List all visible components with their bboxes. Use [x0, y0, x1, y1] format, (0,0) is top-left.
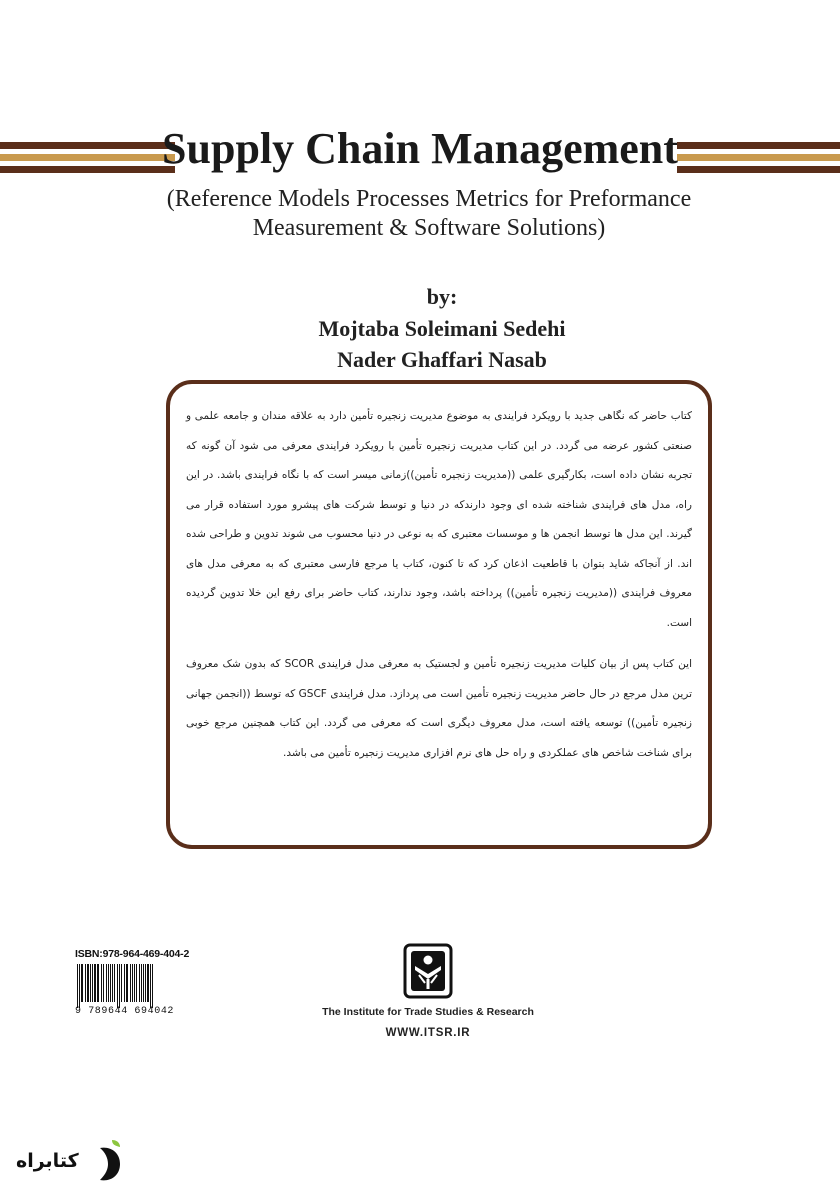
by-label: by:: [426, 284, 458, 309]
subtitle-line-1: (Reference Models Processes Metrics for Preformance: [166, 186, 692, 212]
barcode-bar: [134, 964, 135, 1002]
barcode-bar: [81, 964, 83, 1002]
ketabrah-brand: [14, 1138, 124, 1186]
description-paragraph: کتاب حاضر که نگاهی جدید با رویکرد فرایندی به موضوع مدیریت زنجیره تأمین دارد به علاقه مندان و جامعه علمی و صنعتی کشور عرضه می گردد. در این کتاب مدیریت زنجیره تأمین با رویکرد فرایندی معرفی می شود آن گونه که تجربه نشان داده است، بکارگیری علمی ((مدیریت زنجیره تأمین))زمانی میسر است که با نگاه فرایندی باشد. در این راه، مدل های فرایندی شناخته شده ای وجود دارندکه در دنیا و توسط شرکت های پیشرو مورد استفاده قرار می گیرند. این مدل ها توسط انجمن ها و موسسات معتبری که به نوعی در دنیا محسوب می شوند تدوین و طراحی شده اند. از آنجاکه شاید بتوان با قاطعیت اذعان کرد که تا کنون، کتاب یا مرجع فارسی معتبری که به معرفی مدل های معروف فرایندی ((مدیریت زنجیره تأمین)) پرداخته باشد، وجود ندارند، کتاب حاضر برای رفع این خلا تدوین گردیده است.: [186, 410, 692, 629]
barcode-bar: [117, 964, 118, 1008]
barcode-bar: [92, 964, 93, 1002]
barcode-bar: [77, 964, 78, 1008]
barcode-bar: [87, 964, 89, 1002]
barcode-bar: [121, 964, 122, 1002]
barcode-bar: [97, 964, 99, 1002]
barcode-bar: [79, 964, 80, 1008]
barcode-bar: [152, 964, 153, 1008]
barcode-bar: [112, 964, 113, 1002]
publisher-name: The Institute for Trade Studies & Research: [322, 1006, 534, 1018]
barcode-bar: [132, 964, 133, 1002]
barcode-bar: [85, 964, 86, 1002]
ketabrah-logo-icon: [90, 1138, 124, 1184]
description-text: [186, 402, 692, 768]
subtitle-line-2: Measurement & Software Solutions): [252, 215, 606, 241]
barcode-bar: [150, 964, 151, 1008]
barcode-bar: [139, 964, 140, 1002]
barcode-bar: [110, 964, 111, 1002]
barcode-bar: [114, 964, 115, 1002]
book-subtitle: [0, 185, 840, 243]
barcode-bar: [94, 964, 96, 1002]
barcode-bar: [126, 964, 128, 1002]
barcode-bar: [147, 964, 149, 1002]
barcode-bar: [145, 964, 146, 1002]
itsr-emblem-icon: [403, 943, 453, 999]
isbn-label: ISBN:978-964-469-404-2: [75, 948, 190, 960]
barcode-bar: [108, 964, 109, 1002]
author-name: Mojtaba Soleimani Sedehi: [318, 316, 566, 341]
barcode-bar: [143, 964, 144, 1002]
barcode-bar: [124, 964, 125, 1002]
barcode-bar: [101, 964, 102, 1002]
barcode-bar: [141, 964, 142, 1002]
barcode-digits: 9 789644 694042: [75, 1006, 175, 1017]
brand-text: کتابراه: [16, 1150, 79, 1172]
barcode-bar: [136, 964, 137, 1002]
book-title: Supply Chain Management: [162, 124, 678, 173]
barcode-bar: [103, 964, 104, 1002]
author-name: Nader Ghaffari Nasab: [337, 347, 547, 372]
description-box: [166, 380, 712, 849]
publisher-website: WWW.ITSR.IR: [385, 1027, 471, 1039]
barcode-bar: [119, 964, 120, 1008]
description-paragraph: این کتاب پس از بیان کلیات مدیریت زنجیره تأمین و لجستیک به معرفی مدل فرایندی SCOR که بدون شک معروف ترین مدل مرجع در حال حاضر مدیریت زنجیره تأمین است می پردازد. مدل فرایندی GSCF که توسط ((انجمن جهانی زنجیره تأمین)) توسعه یافته است، مدل معروف دیگری است که معرفی می گردد. این کتاب همچنین مرجع خوبی برای شناخت شاخص های عملکردی و راه حل های نرم افزاری مدیریت زنجیره تأمین می باشد.: [186, 658, 693, 759]
barcode-bar: [130, 964, 131, 1002]
barcode-bar: [90, 964, 91, 1002]
barcode-bar: [106, 964, 107, 1002]
barcode-icon: [75, 964, 199, 1008]
